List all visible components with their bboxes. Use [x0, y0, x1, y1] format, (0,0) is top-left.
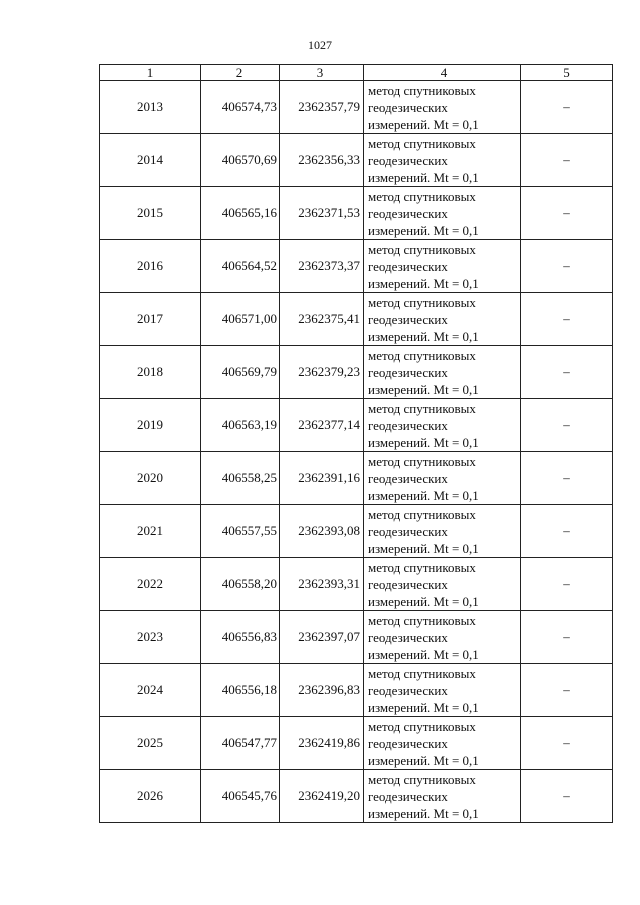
x-coordinate-cell: 406563,19 [201, 399, 280, 452]
method-line: геодезических [368, 735, 448, 751]
y-coordinate-cell: 2362371,53 [280, 187, 364, 240]
method-line: метод спутниковых [368, 135, 476, 151]
method-cell [364, 452, 521, 505]
point-number-cell: 2016 [100, 240, 201, 293]
table-row [100, 717, 613, 770]
table-row [100, 664, 613, 717]
method-line: измерений. Mt = 0,1 [368, 434, 479, 450]
note-cell [521, 399, 613, 452]
method-line: измерений. Mt = 0,1 [368, 646, 479, 662]
method-line: геодезических [368, 470, 448, 486]
note-cell [521, 770, 613, 823]
note-cell [521, 293, 613, 346]
method-cell [364, 293, 521, 346]
method-line: метод спутниковых [368, 453, 476, 469]
method-line: измерений. Mt = 0,1 [368, 752, 479, 768]
point-number-cell: 2022 [100, 558, 201, 611]
column-header-5: 5 [521, 65, 613, 81]
point-number-cell: 2014 [100, 134, 201, 187]
table-row [100, 611, 613, 664]
x-coordinate-cell: 406558,25 [201, 452, 280, 505]
x-coordinate-cell: 406545,76 [201, 770, 280, 823]
y-coordinate-cell: 2362396,83 [280, 664, 364, 717]
method-line: метод спутниковых [368, 718, 476, 734]
point-number-cell: 2021 [100, 505, 201, 558]
point-number-cell: 2023 [100, 611, 201, 664]
table-header [100, 65, 613, 81]
note-cell [521, 81, 613, 134]
point-number-cell: 2020 [100, 452, 201, 505]
note-dash: – [563, 364, 570, 379]
method-cell [364, 770, 521, 823]
method-line: метод спутниковых [368, 188, 476, 204]
y-coordinate-cell: 2362419,20 [280, 770, 364, 823]
method-line: метод спутниковых [368, 559, 476, 575]
column-header-2: 2 [201, 65, 280, 81]
note-cell [521, 611, 613, 664]
method-line: измерений. Mt = 0,1 [368, 169, 479, 185]
method-line: геодезических [368, 417, 448, 433]
x-coordinate-cell: 406547,77 [201, 717, 280, 770]
y-coordinate-cell: 2362377,14 [280, 399, 364, 452]
table-row [100, 187, 613, 240]
method-line: геодезических [368, 788, 448, 804]
note-cell [521, 187, 613, 240]
method-line: метод спутниковых [368, 665, 476, 681]
method-line: геодезических [368, 205, 448, 221]
point-number-cell: 2024 [100, 664, 201, 717]
method-line: геодезических [368, 258, 448, 274]
table-row [100, 240, 613, 293]
note-dash: – [563, 576, 570, 591]
table-row [100, 293, 613, 346]
point-number-cell: 2019 [100, 399, 201, 452]
method-line: измерений. Mt = 0,1 [368, 381, 479, 397]
note-dash: – [563, 470, 570, 485]
method-line: геодезических [368, 152, 448, 168]
point-number-cell: 2018 [100, 346, 201, 399]
page-number: 1027 [308, 38, 332, 52]
note-dash: – [563, 417, 570, 432]
note-dash: – [563, 99, 570, 114]
table-body [100, 81, 613, 823]
method-line: метод спутниковых [368, 347, 476, 363]
method-cell [364, 611, 521, 664]
method-cell [364, 505, 521, 558]
column-header-4: 4 [364, 65, 521, 81]
y-coordinate-cell: 2362393,31 [280, 558, 364, 611]
note-cell [521, 452, 613, 505]
x-coordinate-cell: 406569,79 [201, 346, 280, 399]
x-coordinate-cell: 406574,73 [201, 81, 280, 134]
y-coordinate-cell: 2362419,86 [280, 717, 364, 770]
method-line: измерений. Mt = 0,1 [368, 540, 479, 556]
x-coordinate-cell: 406556,18 [201, 664, 280, 717]
method-line: геодезических [368, 682, 448, 698]
method-line: метод спутниковых [368, 400, 476, 416]
note-cell [521, 505, 613, 558]
method-line: измерений. Mt = 0,1 [368, 275, 479, 291]
note-dash: – [563, 152, 570, 167]
x-coordinate-cell: 406564,52 [201, 240, 280, 293]
note-cell [521, 134, 613, 187]
method-line: метод спутниковых [368, 506, 476, 522]
note-dash: – [563, 311, 570, 326]
note-dash: – [563, 523, 570, 538]
method-cell [364, 664, 521, 717]
y-coordinate-cell: 2362397,07 [280, 611, 364, 664]
method-cell [364, 558, 521, 611]
table-row [100, 770, 613, 823]
note-cell [521, 717, 613, 770]
y-coordinate-cell: 2362379,23 [280, 346, 364, 399]
note-dash: – [563, 629, 570, 644]
method-cell [364, 240, 521, 293]
method-cell [364, 399, 521, 452]
method-line: измерений. Mt = 0,1 [368, 805, 479, 821]
column-header-1: 1 [100, 65, 201, 81]
method-cell [364, 187, 521, 240]
note-dash: – [563, 735, 570, 750]
method-line: метод спутниковых [368, 612, 476, 628]
method-line: геодезических [368, 99, 448, 115]
note-cell [521, 240, 613, 293]
method-line: геодезических [368, 311, 448, 327]
y-coordinate-cell: 2362391,16 [280, 452, 364, 505]
table-row [100, 558, 613, 611]
method-line: геодезических [368, 629, 448, 645]
note-cell [521, 664, 613, 717]
table-row [100, 505, 613, 558]
table-row [100, 452, 613, 505]
point-number-cell: 2026 [100, 770, 201, 823]
method-cell [364, 81, 521, 134]
method-cell [364, 717, 521, 770]
y-coordinate-cell: 2362393,08 [280, 505, 364, 558]
method-cell [364, 346, 521, 399]
method-line: геодезических [368, 523, 448, 539]
y-coordinate-cell: 2362375,41 [280, 293, 364, 346]
method-line: измерений. Mt = 0,1 [368, 222, 479, 238]
y-coordinate-cell: 2362373,37 [280, 240, 364, 293]
x-coordinate-cell: 406557,55 [201, 505, 280, 558]
point-number-cell: 2013 [100, 81, 201, 134]
x-coordinate-cell: 406558,20 [201, 558, 280, 611]
method-cell [364, 134, 521, 187]
header-row [100, 65, 613, 81]
table-row [100, 81, 613, 134]
note-dash: – [563, 205, 570, 220]
point-number-cell: 2025 [100, 717, 201, 770]
table-row [100, 346, 613, 399]
method-line: геодезических [368, 576, 448, 592]
table-row [100, 134, 613, 187]
method-line: метод спутниковых [368, 241, 476, 257]
x-coordinate-cell: 406570,69 [201, 134, 280, 187]
point-number-cell: 2015 [100, 187, 201, 240]
method-line: измерений. Mt = 0,1 [368, 116, 479, 132]
note-dash: – [563, 682, 570, 697]
method-line: измерений. Mt = 0,1 [368, 328, 479, 344]
method-line: геодезических [368, 364, 448, 380]
coordinates-table [99, 64, 613, 823]
method-line: измерений. Mt = 0,1 [368, 487, 479, 503]
method-line: метод спутниковых [368, 771, 476, 787]
x-coordinate-cell: 406571,00 [201, 293, 280, 346]
y-coordinate-cell: 2362357,79 [280, 81, 364, 134]
note-dash: – [563, 788, 570, 803]
table-row [100, 399, 613, 452]
method-line: метод спутниковых [368, 294, 476, 310]
y-coordinate-cell: 2362356,33 [280, 134, 364, 187]
x-coordinate-cell: 406565,16 [201, 187, 280, 240]
note-cell [521, 346, 613, 399]
method-line: измерений. Mt = 0,1 [368, 593, 479, 609]
x-coordinate-cell: 406556,83 [201, 611, 280, 664]
method-line: измерений. Mt = 0,1 [368, 699, 479, 715]
note-cell [521, 558, 613, 611]
note-dash: – [563, 258, 570, 273]
point-number-cell: 2017 [100, 293, 201, 346]
column-header-3: 3 [280, 65, 364, 81]
method-line: метод спутниковых [368, 82, 476, 98]
